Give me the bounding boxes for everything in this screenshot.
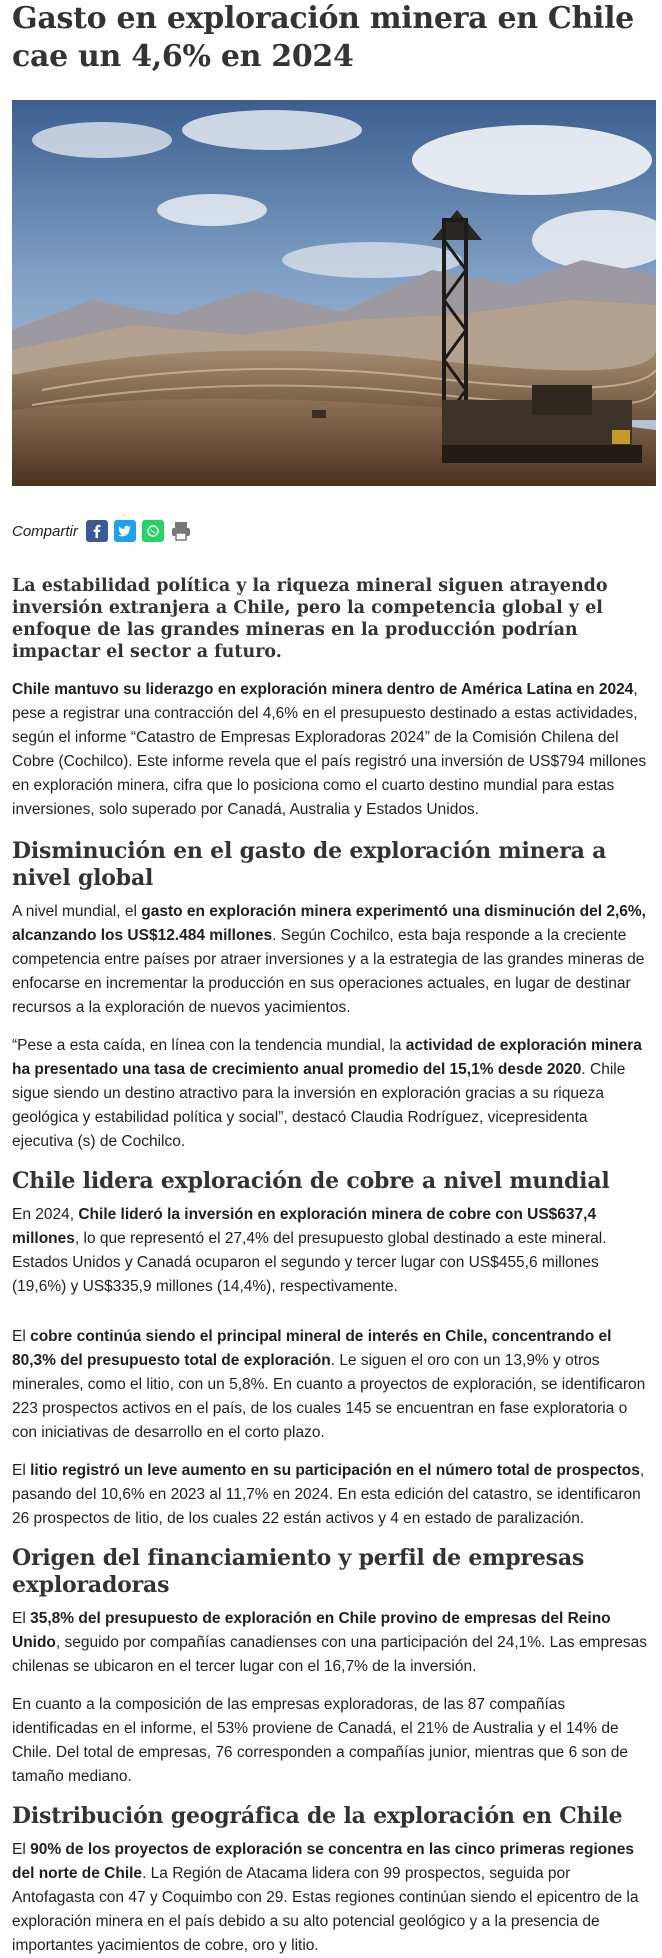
paragraph: [12, 1034, 650, 1154]
bold-text: Chile lideró la inversión en exploración minera de cobre con US$637,4 millones: [12, 1206, 597, 1247]
text: , lo que representó el 27,4% del presupuesto global destinado a este mineral. Estados Unidos y Canadá ocuparon el segundo y tercer lugar con US$455,6 millones (19,6%) y US$335,9 millones (14,4%), respectivamente.: [12, 1230, 607, 1295]
text: , pasando del 10,6% en 2023 al 11,7% en 2024. En esta edición del catastro, se identificaron 26 prospectos de litio, de los cuales 22 están activos y 4 en estado de paralización.: [12, 1462, 645, 1527]
text: , seguido por compañías canadienses con una participación del 24,1%. Las empresas chilenas se ubicaron en el tercer lugar con el 16,7% de la inversión.: [12, 1634, 647, 1675]
text: En 2024,: [12, 1206, 79, 1223]
hero-image: [12, 100, 656, 486]
paragraph: [12, 1607, 650, 1679]
bold-text: actividad de exploración minera ha presentado una tasa de crecimiento anual promedio del 15,1% desde 2020: [12, 1037, 642, 1078]
print-icon[interactable]: [170, 520, 192, 542]
text: . Le siguen el oro con un 13,9% y otros minerales, como el litio, con un 5,8%. En cuanto a proyectos de exploración, se identificaron 223 prospectos activos en el país, de los cuales 145 se encuentran en fase exploratoria o con iniciativas de desarrollo en el corto plazo.: [12, 1352, 646, 1441]
text: El: [12, 1841, 31, 1858]
section-heading: Chile lidera exploración de cobre a nivel mundial: [12, 1168, 610, 1194]
text: El: [12, 1328, 31, 1345]
section-heading: Origen del financiamiento y perfil de empresas exploradoras: [12, 1545, 585, 1598]
bold-text: litio registró un leve aumento en su participación en el número total de prospectos: [30, 1462, 640, 1479]
section-heading: Disminución en el gasto de exploración minera a nivel global: [12, 838, 607, 891]
bold-text: Chile mantuvo su liderazgo en exploración minera dentro de América Latina en 2024: [12, 681, 634, 698]
share-label: Compartir: [12, 522, 78, 540]
text: , pese a registrar una contracción del 4,6% en el presupuesto destinado a estas actividades, según el informe “Catastro de Empresas Exploradoras 2024” de la Comisión Chilena del Cobre (Cochilco). Este informe revela que el país registró una inversión de US$794 millones en exploración minera, cifra que lo posiciona como el cuarto destino mundial para estas inversiones, solo superado por Canadá, Australia y Estados Unidos.: [12, 681, 647, 818]
section-heading: Distribución geográfica de la exploración en Chile: [12, 1803, 623, 1829]
text: El: [12, 1610, 31, 1627]
bold-text: cobre continúa siendo el principal mineral de interés en Chile, concentrando el 80,3% del presupuesto total de exploración: [12, 1328, 612, 1369]
bold-text: gasto en exploración minera experimentó una disminución del 2,6%, alcanzando los US$12.484 millones: [12, 903, 646, 944]
paragraph: [12, 1838, 650, 1958]
text: . Según Cochilco, esta baja responde a la creciente competencia entre países por atraer inversiones y a la estrategia de las grandes mineras de enfocarse en incrementar la producción en sus operaciones actuales, en lugar de destinar recursos a la exploración de nuevos yacimientos.: [12, 927, 645, 1016]
text: “Pese a esta caída, en línea con la tendencia mundial, la: [12, 1037, 406, 1054]
whatsapp-icon[interactable]: [142, 520, 164, 542]
twitter-icon[interactable]: [114, 520, 136, 542]
text: . La Región de Atacama lidera con 99 prospectos, seguida por Antofagasta con 47 y Coquimbo con 29. Estas regiones continúan siendo el epicentro de la exploración minera en el país debido a su alto potencial geológico y a la presencia de importantes yacimientos de cobre, oro y litio.: [12, 1865, 639, 1954]
share-bar: [12, 516, 650, 546]
text: . Chile sigue siendo un destino atractivo para la inversión en exploración gracias a su riqueza geológica y estabilidad política y social”, destacó Claudia Rodríguez, vicepresidenta ejecutiva (s) de Cochilco.: [12, 1061, 626, 1150]
article-lead: La estabilidad política y la riqueza mineral siguen atrayendo inversión extranjera a Chile, pero la competencia global y el enfoque de las grandes mineras en la producción podrían impactar el sector a futuro.: [12, 576, 608, 662]
article-title: Gasto en exploración minera en Chile cae un 4,6% en 2024: [12, 1, 634, 74]
text: A nivel mundial, el: [12, 903, 142, 920]
bold-text: 90% de los proyectos de exploración se concentra en las cinco primeras regiones del norte de Chile: [12, 1841, 634, 1882]
paragraph: [12, 678, 650, 822]
text: El: [12, 1462, 31, 1479]
paragraph: [12, 1203, 650, 1299]
paragraph: [12, 900, 650, 1020]
facebook-icon[interactable]: [86, 520, 108, 542]
paragraph: En cuanto a la composición de las empresas exploradoras, de las 87 compañías identificadas en el informe, el 53% proviene de Canadá, el 21% de Australia y el 14% de Chile. Del total de empresas, 76 corresponden a compañías junior, mientras que 6 son de tamaño mediano.: [12, 1696, 629, 1785]
bold-text: 35,8% del presupuesto de exploración en Chile provino de empresas del Reino Unido: [12, 1610, 611, 1651]
paragraph: [12, 1325, 650, 1445]
paragraph: [12, 1459, 650, 1531]
